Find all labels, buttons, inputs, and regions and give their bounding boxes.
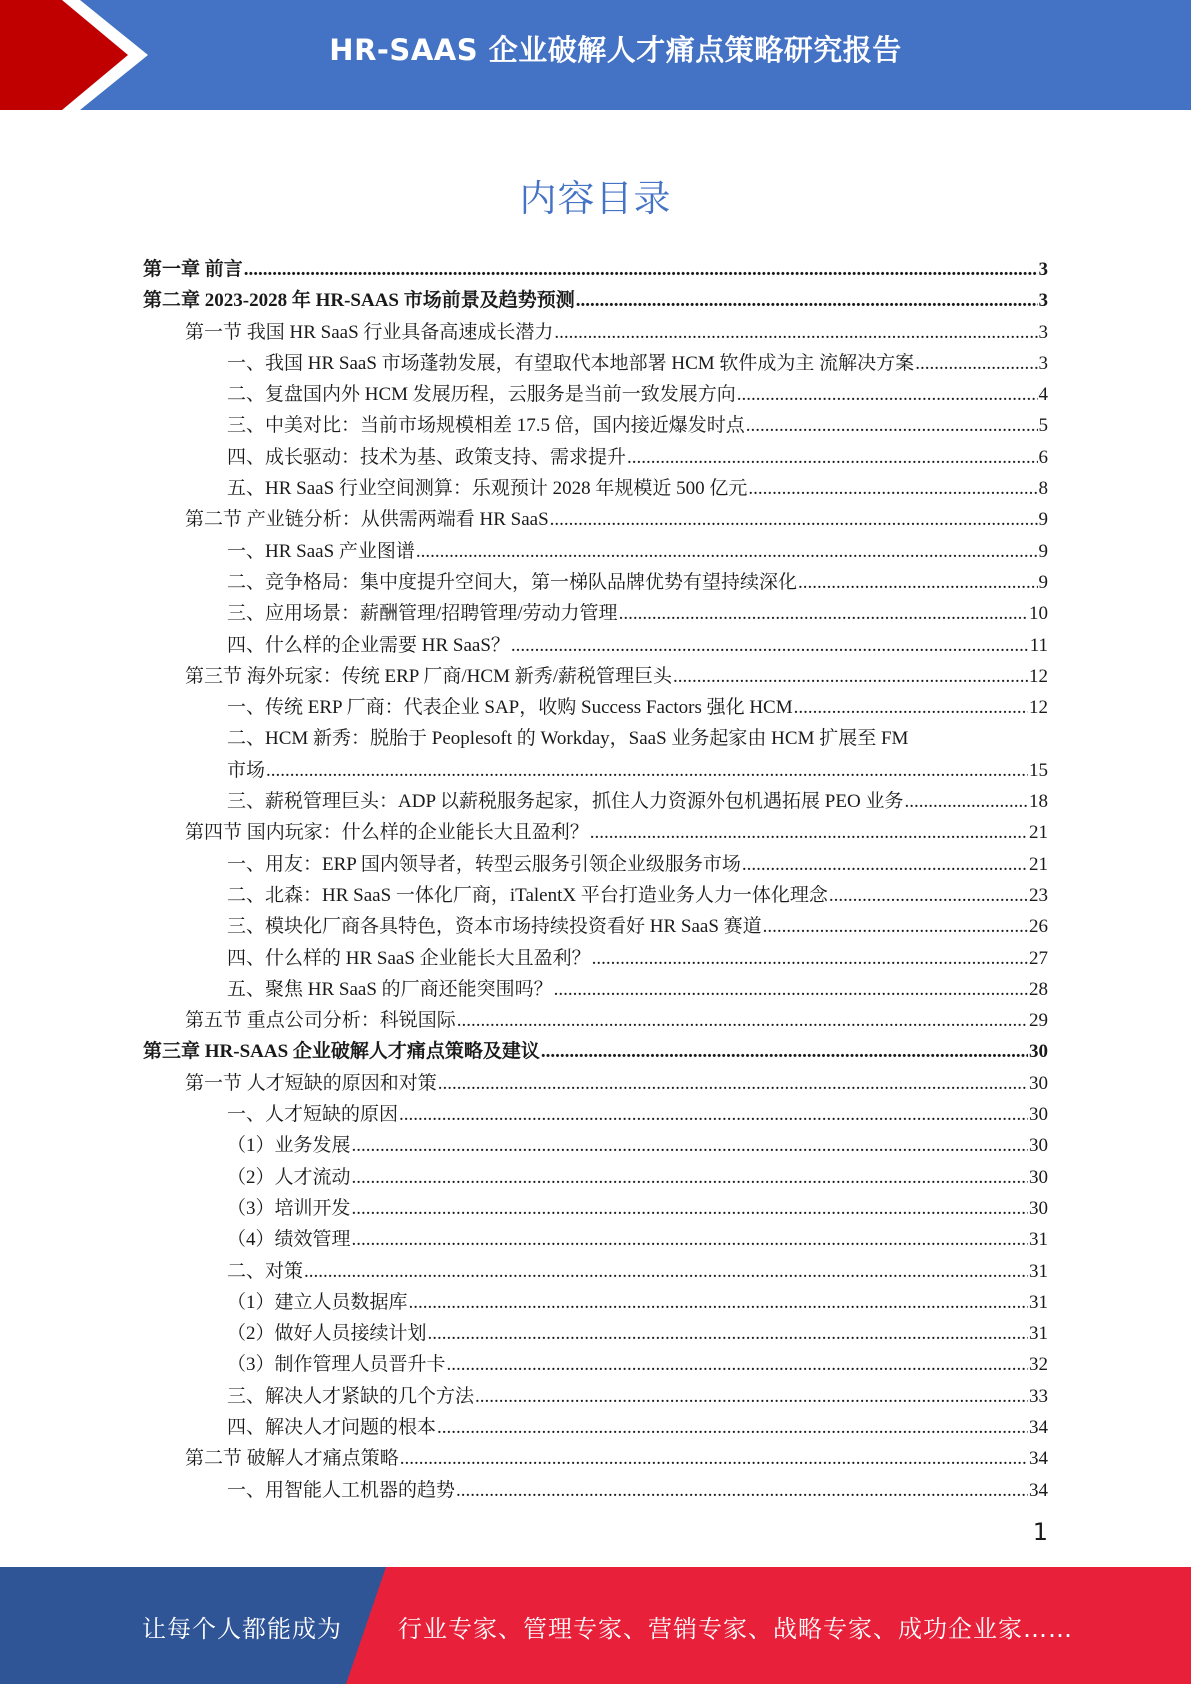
toc-entry-label: 一、人才短缺的原因 bbox=[227, 1104, 399, 1126]
toc-dot-leader bbox=[794, 692, 1028, 723]
toc-entry[interactable] bbox=[143, 410, 1048, 441]
toc-entry-label: （1）建立人员数据库 bbox=[227, 1291, 408, 1313]
toc-entry-page: 12 bbox=[1029, 665, 1048, 687]
toc-entry-page: 9 bbox=[1038, 540, 1048, 562]
toc-entry-label: 五、HR SaaS 行业空间测算：乐观预计 2028 年规模近 500 亿元 bbox=[227, 478, 748, 500]
toc-entry[interactable] bbox=[143, 1162, 1048, 1193]
toc-entry[interactable] bbox=[143, 598, 1048, 629]
toc-entry-label: 三、薪税管理巨头：ADP 以薪税服务起家，抓住人力资源外包机遇拓展 PEO 业务 bbox=[227, 791, 904, 813]
toc-dot-leader bbox=[737, 379, 1038, 410]
toc-entry[interactable] bbox=[143, 880, 1048, 911]
toc-dot-leader bbox=[627, 442, 1037, 473]
toc-entry[interactable] bbox=[143, 1381, 1048, 1412]
toc-entry-page: 18 bbox=[1029, 791, 1048, 813]
toc-dot-leader bbox=[576, 285, 1038, 316]
toc-dot-leader bbox=[428, 1318, 1028, 1349]
toc-entry-label: 一、我国 HR SaaS 市场蓬勃发展，有望取代本地部署 HCM 软件成为主 流解决方案 bbox=[227, 352, 915, 374]
toc-entry-page: 11 bbox=[1029, 634, 1048, 656]
toc-entry-label: 一、用友：ERP 国内领导者，转型云服务引领企业级服务市场 bbox=[227, 853, 741, 875]
toc-entry-page: 32 bbox=[1029, 1354, 1048, 1376]
toc-entry-page: 3 bbox=[1038, 352, 1048, 374]
toc-entry[interactable] bbox=[143, 1099, 1048, 1130]
toc-dot-leader bbox=[352, 1193, 1028, 1224]
toc-entry[interactable] bbox=[143, 1256, 1048, 1287]
toc-entry-page: 30 bbox=[1029, 1104, 1048, 1126]
toc-entry-label: 二、复盘国内外 HCM 发展历程，云服务是当前一致发展方向 bbox=[227, 384, 736, 406]
toc-entry-page: 29 bbox=[1029, 1010, 1048, 1032]
toc-entry-page: 27 bbox=[1029, 947, 1048, 969]
footer-slogan-right: 行业专家、管理专家、营销专家、战略专家、成功企业家…… bbox=[398, 1615, 1073, 1643]
toc-entry[interactable] bbox=[143, 442, 1048, 473]
toc-entry-label: 第一节 我国 HR SaaS 行业具备高速成长潜力 bbox=[185, 321, 554, 343]
toc-entry[interactable] bbox=[143, 1193, 1048, 1224]
toc-entry[interactable] bbox=[143, 1224, 1048, 1255]
toc-entry-page: 5 bbox=[1038, 415, 1048, 437]
page-footer bbox=[0, 1567, 1191, 1684]
toc-entry[interactable] bbox=[143, 1349, 1048, 1380]
toc-entry-label: 第三章 HR-SAAS 企业破解人才痛点策略及建议 bbox=[143, 1041, 540, 1063]
toc-entry-page: 31 bbox=[1029, 1323, 1048, 1345]
toc-entry-page: 28 bbox=[1029, 978, 1048, 1000]
toc-entry[interactable] bbox=[143, 1130, 1048, 1161]
toc-entry-page: 15 bbox=[1029, 759, 1048, 781]
toc-entry-label: 五、聚焦 HR SaaS 的厂商还能突围吗？ bbox=[227, 978, 553, 1000]
toc-entry[interactable] bbox=[143, 1068, 1048, 1099]
toc-entry-label: 第一章 前言 bbox=[143, 259, 243, 280]
toc-dot-leader bbox=[763, 911, 1028, 942]
toc-entry[interactable] bbox=[143, 723, 1048, 754]
toc-dot-leader bbox=[437, 1412, 1028, 1443]
toc-dot-leader bbox=[352, 1162, 1028, 1193]
toc-entry-label: 三、中美对比：当前市场规模相差 17.5 倍，国内接近爆发时点 bbox=[227, 415, 745, 437]
toc-entry-page: 3 bbox=[1038, 290, 1048, 312]
toc-entry[interactable] bbox=[143, 1475, 1048, 1506]
toc-dot-leader bbox=[244, 254, 1038, 285]
toc-entry-label: 一、用智能人工机器的趋势 bbox=[227, 1479, 456, 1501]
toc-entry[interactable] bbox=[143, 567, 1048, 598]
toc-entry[interactable] bbox=[143, 943, 1048, 974]
page-header bbox=[0, 0, 1191, 110]
toc-entry[interactable] bbox=[143, 1005, 1048, 1036]
toc-entry[interactable] bbox=[143, 536, 1048, 567]
report-title: HR-SAAS 企业破解人才痛点策略研究报告 bbox=[329, 33, 902, 67]
toc-dot-leader bbox=[266, 755, 1028, 786]
toc-entry-label: 三、解决人才紧缺的几个方法 bbox=[227, 1385, 475, 1407]
toc-dot-leader bbox=[438, 1068, 1028, 1099]
toc-entry-label: 第二章 2023-2028 年 HR-SAAS 市场前景及趋势预测 bbox=[143, 290, 575, 312]
toc-entry[interactable] bbox=[143, 285, 1048, 316]
toc-dot-leader bbox=[829, 880, 1028, 911]
toc-dot-leader bbox=[619, 598, 1028, 629]
toc-entry-label: （4）绩效管理 bbox=[227, 1229, 351, 1251]
toc-dot-leader bbox=[748, 473, 1037, 504]
toc-entry[interactable] bbox=[143, 317, 1048, 348]
toc-entry-label: 一、HR SaaS 产业图谱 bbox=[227, 540, 415, 562]
toc-entry-label: 二、北森：HR SaaS 一体化厂商，iTalentX 平台打造业务人力一体化理念 bbox=[227, 884, 828, 906]
toc-dot-leader bbox=[447, 1349, 1028, 1380]
toc-entry-page: 31 bbox=[1029, 1260, 1048, 1282]
toc-dot-leader bbox=[456, 1475, 1028, 1506]
toc-entry[interactable] bbox=[143, 1318, 1048, 1349]
toc-dot-leader bbox=[399, 1099, 1028, 1130]
toc-dot-leader bbox=[904, 786, 1028, 817]
toc-entry[interactable] bbox=[143, 817, 1048, 848]
toc-entry[interactable] bbox=[143, 1443, 1048, 1474]
toc-entry-page: 26 bbox=[1029, 916, 1048, 938]
toc-dot-leader bbox=[541, 1036, 1028, 1067]
toc-entry[interactable] bbox=[143, 911, 1048, 942]
toc-entry-label: 一、传统 ERP 厂商：代表企业 SAP，收购 Success Factors 强化 HCM bbox=[227, 697, 793, 719]
toc-entry[interactable] bbox=[143, 1287, 1048, 1318]
toc-entry-page: 9 bbox=[1038, 509, 1048, 531]
toc-entry[interactable] bbox=[143, 348, 1048, 379]
toc-entry-page: 30 bbox=[1029, 1041, 1048, 1063]
toc-dot-leader bbox=[416, 536, 1038, 567]
toc-entry-page: 3 bbox=[1038, 321, 1048, 343]
toc-entry-page: 30 bbox=[1029, 1197, 1048, 1219]
toc-entry-page: 3 bbox=[1038, 259, 1048, 280]
toc-dot-leader bbox=[590, 817, 1028, 848]
toc-entry-label: （3）制作管理人员晋升卡 bbox=[227, 1354, 446, 1376]
toc-entry[interactable] bbox=[143, 692, 1048, 723]
toc-entry[interactable] bbox=[143, 473, 1048, 504]
toc-entry-label: 二、竞争格局：集中度提升空间大，第一梯队品牌优势有望持续深化 bbox=[227, 571, 798, 593]
toc-entry-page: 31 bbox=[1029, 1291, 1048, 1313]
toc-entry[interactable] bbox=[143, 379, 1048, 410]
toc-entry[interactable] bbox=[143, 504, 1048, 535]
toc-entry-label: 第四节 国内玩家：什么样的企业能长大且盈利？ bbox=[185, 822, 589, 844]
toc-entry-label: 四、什么样的企业需要 HR SaaS？ bbox=[227, 634, 510, 656]
toc-entry[interactable] bbox=[143, 254, 1048, 285]
toc-entry-page: 23 bbox=[1029, 884, 1048, 906]
toc-entry-label: 三、模块化厂商各具特色，资本市场持续投资看好 HR SaaS 赛道 bbox=[227, 916, 762, 938]
toc-entry-label: 第二节 产业链分析：从供需两端看 HR SaaS bbox=[185, 509, 549, 531]
toc-entry-page: 34 bbox=[1029, 1448, 1048, 1470]
toc-entry[interactable] bbox=[143, 1412, 1048, 1443]
toc-dot-leader bbox=[400, 1443, 1028, 1474]
toc-entry-label: （3）培训开发 bbox=[227, 1197, 351, 1219]
toc-dot-leader bbox=[592, 943, 1028, 974]
toc-dot-leader bbox=[742, 849, 1028, 880]
toc-entry-label: （2）做好人员接续计划 bbox=[227, 1323, 427, 1345]
toc-dot-leader bbox=[352, 1130, 1028, 1161]
toc-dot-leader bbox=[554, 974, 1028, 1005]
toc-entry-page: 12 bbox=[1029, 697, 1048, 719]
toc-entry-page: 30 bbox=[1029, 1166, 1048, 1188]
toc-entry-label: 第五节 重点公司分析：科锐国际 bbox=[185, 1010, 456, 1032]
toc-entry-label: 二、HCM 新秀：脱胎于 Peoplesoft 的 Workday，SaaS 业务起家由 HCM 扩展至 FM bbox=[227, 728, 909, 750]
toc-entry[interactable] bbox=[143, 849, 1048, 880]
toc-dot-leader bbox=[409, 1287, 1028, 1318]
toc-dot-leader bbox=[352, 1224, 1028, 1255]
toc-entry-page: 21 bbox=[1029, 853, 1048, 875]
toc-entry-page: 33 bbox=[1029, 1385, 1048, 1407]
toc-dot-leader bbox=[673, 661, 1028, 692]
footer-slogan-left: 让每个人都能成为 bbox=[142, 1615, 342, 1643]
toc-entry-page: 9 bbox=[1038, 571, 1048, 593]
toc-entry-label: 三、应用场景：薪酬管理/招聘管理/劳动力管理 bbox=[227, 603, 618, 625]
toc-entry[interactable] bbox=[143, 1036, 1048, 1067]
toc-entry-page: 4 bbox=[1038, 384, 1048, 406]
toc-dot-leader bbox=[554, 317, 1037, 348]
toc-entry[interactable] bbox=[143, 661, 1048, 692]
toc-entry-label: 四、成长驱动：技术为基、政策支持、需求提升 bbox=[227, 446, 627, 468]
toc-dot-leader bbox=[304, 1256, 1028, 1287]
toc-entry-page: 30 bbox=[1029, 1135, 1048, 1157]
toc-entry-label: 第一节 人才短缺的原因和对策 bbox=[185, 1072, 437, 1094]
toc-entry-label: （2）人才流动 bbox=[227, 1166, 351, 1188]
toc-entry-label: 第三节 海外玩家：传统 ERP 厂商/HCM 新秀/薪税管理巨头 bbox=[185, 665, 672, 687]
toc-entry-label: 市场 bbox=[227, 759, 266, 781]
toc-dot-leader bbox=[746, 410, 1038, 441]
toc-entry-label: 第二节 破解人才痛点策略 bbox=[185, 1448, 399, 1470]
page-number: 1 bbox=[1032, 1518, 1048, 1546]
toc-entry[interactable] bbox=[143, 755, 1048, 786]
toc-entry-page: 6 bbox=[1038, 446, 1048, 468]
toc-dot-leader bbox=[798, 567, 1037, 598]
toc-entry-page: 34 bbox=[1029, 1479, 1048, 1501]
toc-dot-leader bbox=[475, 1381, 1028, 1412]
toc-entry-label: 四、什么样的 HR SaaS 企业能长大且盈利？ bbox=[227, 947, 591, 969]
toc-entry-label: 二、对策 bbox=[227, 1260, 304, 1282]
toc-entry-page: 31 bbox=[1029, 1229, 1048, 1251]
table-of-contents bbox=[143, 254, 1048, 1506]
toc-entry-page: 10 bbox=[1029, 603, 1048, 625]
toc-entry-page: 30 bbox=[1029, 1072, 1048, 1094]
toc-entry[interactable] bbox=[143, 974, 1048, 1005]
toc-dot-leader bbox=[550, 504, 1038, 535]
toc-entry-label: 四、解决人才问题的根本 bbox=[227, 1416, 437, 1438]
toc-entry-label: （1）业务发展 bbox=[227, 1135, 351, 1157]
toc-entry-page: 8 bbox=[1038, 478, 1048, 500]
toc-entry[interactable] bbox=[143, 786, 1048, 817]
toc-heading: 内容目录 bbox=[519, 177, 672, 220]
toc-dot-leader bbox=[915, 348, 1037, 379]
toc-entry-page: 21 bbox=[1029, 822, 1048, 844]
toc-dot-leader bbox=[511, 630, 1029, 661]
toc-entry[interactable] bbox=[143, 630, 1048, 661]
toc-dot-leader bbox=[457, 1005, 1028, 1036]
toc-entry-page: 34 bbox=[1029, 1416, 1048, 1438]
